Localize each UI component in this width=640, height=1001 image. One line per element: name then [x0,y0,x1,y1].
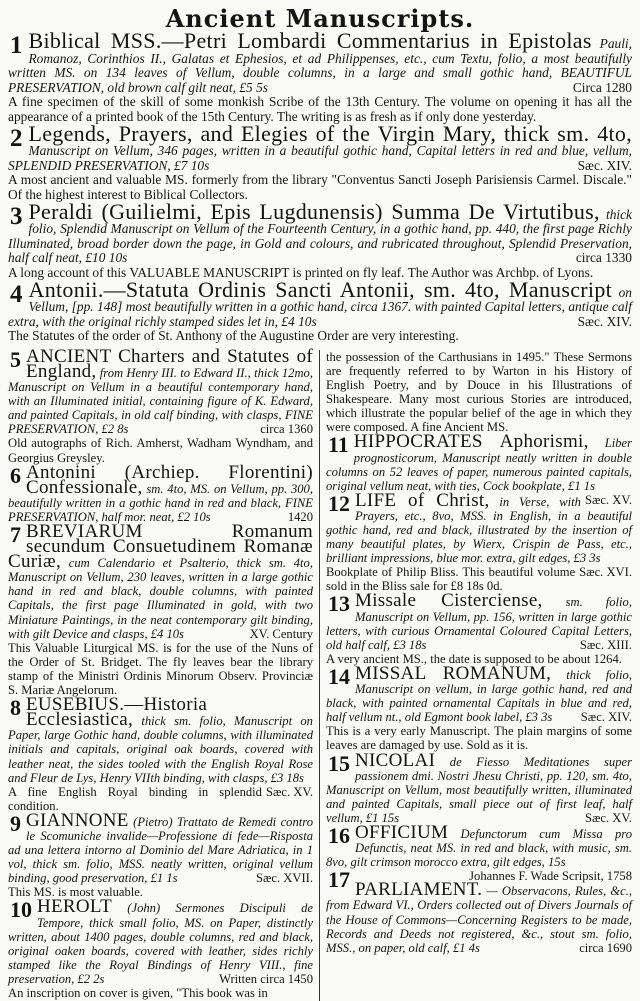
entry-title: Legends, Prayers, and Elegies of the Virgin Mary, thick sm. 4to, [28,120,632,146]
catalogue-entry-5 [8,345,313,465]
entry-date: Sæc. XV. [584,810,632,825]
entry-number: 12 [328,490,350,516]
entry-description: Defunctorum cum Missa pro Defunctis, neat MS. in red and black, with music, sm. 8vo, gilt crimson morocco extra, gilt edges, 15s [326,826,632,870]
catalogue-entry-4 [8,276,632,344]
entry-title: MISSAL ROMANUM, [355,662,552,684]
catalogue-entry-1 [8,28,632,125]
entry-number: 10 [10,897,32,923]
catalogue-entry-8 [8,694,313,813]
entry-date: Circa 1280 [572,79,632,95]
entry-date: Sæc. XIV. [580,710,632,725]
entry-description: Liber prognosticorum, Manuscript neatly written in double columns on 52 leaves of paper, numerous painted capitals, original vellum neat, with ties, Cock bookplate, £1 1s [326,436,632,493]
entry-note: This Valuable Liturgical MS. is for the use of the Nuns of the Order of St. Bridget. The fly leaves bear the library stamp of the Ministri Ordinis Minorum Observ. Provinciæ S. Mariæ Angelorum. [8,640,313,698]
entry-date: circa 1330 [575,250,632,266]
entry-note: A very ancient MS., the date is supposed to be about 1264. [326,651,622,666]
entry-date: Johannes F. Wade Scripsit, 1758 [469,869,632,884]
entry-description: Pauli, Romanoz, Corinthios II., Galatas et Ephesios, et ad Philippenses, etc., cum Textu, folio, a most beautifully written MS. on 134 leaves of Vellum, double columns, in a large and small gothic hand, BEAUTIFUL PRESERVATION, old brown calf gilt neat, £5 5s [8,36,632,95]
catalogue-entry-16 [326,821,632,884]
entry-title: Antonii.—Statuta Ordinis Sancti Antonii, sm. 4to, Manuscript [28,276,613,302]
entry-number: 13 [328,591,350,617]
entry-date: Sæc. XVI. [579,565,632,580]
entry-description: sm. folio, Manuscript on Vellum, pp. 156, written in large gothic letters, with curious Ornamental Coloured Capital Letters, old half calf, £3 18s [326,595,632,652]
entry-date: Sæc. XVII. [255,871,313,886]
entry-note: Bookplate of Philip Bliss. This beautiful volume sold in the Bliss sale for £8 18s 0d. [326,565,576,594]
entry-title: Peraldi (Guilielmi, Epis Lugdunensis) Summa De Virtutibus, [28,198,600,224]
entry-title: Missale Cisterciense, [355,590,543,612]
entry-title: LIFE of Christ, [355,489,490,511]
entry-date: 1420 [287,509,313,524]
entry-date: Sæc. XIV. [577,313,632,329]
entry-date: Sæc. XIII. [579,637,632,652]
entry-description: from Henry III. to Edward II., thick 12mo, Manuscript on Vellum in a beautiful contemporary hand, with an Illuminated initial, containing figure of K. Edward, and painted Capitals, in old calf binding, with clasps, FINE PRESERVATION, £2 8s [8,365,313,437]
entry-description: thick folio, Splendid Manuscript on Vellum of the Fourteenth Century, in a gothic hand, pp. 440, the first page Richly Illuminated, broad border down the page, in Gold and colours, and rubricated throughout, Splendid Preservation, half calf neat, £10 10s [8,206,632,266]
entry-description: cum Calendario et Psalterio, thick sm. 4to, Manuscript on Vellum, 230 leaves, written in a large gothic hand in red and black, double columns, with painted Capitals, the first page Illuminated in gold, with two Miniature Paintings, in the neat contemporary gilt binding, with gilt Device and clasps, £4 10s [8,556,313,641]
entry-note: A long account of this VALUABLE MANUSCRIPT is printed on fly leaf. The Author was Archbp. of Lyons. [8,264,594,280]
entry-note: A most ancient and valuable MS. formerly from the library "Conventus Sancti Joseph Parisiensis Carmel. Discale." Of the highest interest to Biblical Collectors. [8,172,632,202]
catalogue-entry-17 [326,867,632,955]
catalogue-entry-10 [8,896,313,1000]
continued-note: the possession of the Carthusians in 1495." These Sermons are frequently referred to by Warton in his History of English Poetry, and by Douce in his Illustrations of Shakespeare. Many most curious Stories are introduced, which illustrate the popular belief of the age in which they were composed. A fine Ancient MS. [326,349,632,435]
entry-note: This is a very early Manuscript. The plain margins of some leaves are damaged by use. Sold as it is. [326,724,632,753]
entry-date: circa 1690 [579,940,632,955]
entry-title: BREVIARUM Romanum secundum Consuetudinem Romanæ Curiæ, [8,521,313,573]
entry-date: Sæc. XV. [584,492,632,507]
entry-date: circa 1360 [260,422,313,437]
entry-number: 11 [328,432,349,458]
entry-number: 16 [328,822,350,848]
entry-number: 7 [10,522,21,547]
entry-title: PARLIAMENT. [355,879,483,901]
catalogue-entry-2 [8,120,632,203]
catalogue-entry-6 [8,461,314,524]
entry-description: Manuscript on Vellum, 346 pages, written in a beautiful gothic hand, Capital letters in red and blue, vellum, SPLENDID PRESERVATION, £7 10s [8,143,632,173]
entry-number: 8 [10,695,21,721]
entry-title: Biblical MSS.—Petri Lombardi Commentarius in Epistolas [28,28,592,53]
entry-note: An inscription on cover is given, "This book was in [8,986,268,1000]
entry-title: HIPPOCRATES Aphorismi, [353,431,589,453]
catalogue-entry-12 [326,489,632,594]
entry-description: (Pietro) Trattato de Remedi contro le Scomuniche invalide—Professione di fede—Risposta ad una lettera intorno al Dominio del Mare Adriatica, in 1 vol, thick sm. folio, MSS. neatly written, original vellum binding, good preservation, £1 1s [8,814,313,886]
entry-description: thick folio, Manuscript on vellum, in large gothic hand, red and black, with painted ornamental Capitals in blue and red, half vellum nt., old Egmont book label, £3 3s [326,667,632,725]
entry-number: 15 [328,750,350,776]
entry-description: (John) Sermones Discipuli de Tempore, thick small folio, MS. on Paper, distinctly written, about 1400 pages, double columns, red and black, original oaken boards, covered with leather, sides richly stamped like the Royal Bindings of Henry VIII., fine preservation, £2 2s [8,901,313,986]
entry-note: A fine specimen of the skill of some monkish Scribe of the 13th Century. The volume on opening it has all the appearance of a printed book of the 15th Century. The writing is as fresh as if only done yesterday. [8,94,632,124]
entry-number: 1 [10,32,23,59]
entry-title: ANCIENT Charters and Statutes of England, [26,345,313,382]
entry-description: in Verse, with Prayers, etc., 8vo, MSS. in English, in a beautiful gothic hand, red and black, illustrated by the insertion of many beautiful plates, by Wierx, Crispin de Pass, etc., brilliant impressions, blue mor. extra, gilt edges, £3 3s [326,494,632,566]
catalogue-entry-15 [326,749,632,825]
entry-number: 3 [10,202,23,230]
entry-title: OFFICIUM [355,821,449,843]
entry-title: EUSEBIUS.—Historia Ecclesiastica, [26,694,208,731]
catalogue-entry-3 [8,198,632,281]
catalogue-entry-14 [326,662,632,753]
entry-title: Antonini (Archiep. Florentini) Confessionale, [26,461,313,498]
entry-description: sm. 4to, MS. on Vellum, pp. 300, beautifully written in a gothic hand in red and black, FINE PRESERVATION, half mor. neat, £2 10s [8,481,314,524]
entry-number: 2 [10,124,23,152]
entry-date: Sæc. XV. [265,784,313,799]
entry-description: thick sm. folio, Manuscript on Paper, large Gothic hand, double columns, with illuminated initials and capitals, original oak boards, covered with leather neat, the sides tooled with the English Royal Rose and Fleur de Lys, Henry VIIth binding, with clasps, £3 18s [8,714,313,785]
entry-title: GIANNONE [26,809,129,831]
entry-note: This MS. is most valuable. [8,885,144,900]
catalogue-entry-9 [8,809,313,900]
full-width-entries [8,28,632,344]
entry-description: de Fiesso Meditationes super passionem dmi. Nostri Jhesu Christi, pp. 120, sm. 4to, Manuscript on Vellum, most beautifully written, illuminated and painted Capitals, small piece out of first leaf, half vellum, £1 15s [326,754,632,825]
entry-date: XV. Century [249,626,313,641]
entry-date: Written circa 1450 [219,971,313,986]
entry-number: 6 [10,462,21,488]
running-head: Ancient Manuscripts. [165,4,475,33]
entry-number: 4 [10,280,23,308]
two-column-listing [8,345,632,1001]
catalogue-entry-13 [326,590,632,666]
entry-number: 17 [328,867,350,893]
entry-date: Sæc. XIV. [577,157,632,173]
entry-note: Old autographs of Rich. Amherst, Wadham Wyndham, and Georgius Greysley. [8,436,313,465]
left-column [8,345,320,1001]
entry-number: 14 [328,663,350,689]
catalogue-entry-7 [8,521,313,698]
entry-description: — Observacons, Rules, &c., from Edward VI., Orders collected out of Divers Journals of the House of Commons—Concerning Registers to be made, Records and Deeds not registered, &c., stout sm. folio, MSS., on paper, old calf, £1 4s [326,884,632,955]
right-column [320,350,632,1001]
entry-title: NICOLAI [355,749,436,771]
entry-note: A fine English Royal binding in splendid condition. [8,784,262,813]
entry-title: HEROLT [37,896,112,918]
entry-number: 9 [10,810,21,836]
entry-number: 5 [10,346,21,372]
entry-description: on Vellum, [pp. 148] most beautifully written in a gothic hand, circa 1367. with painted Capital letters, antique calf extra, with the original richly stamped sides let in, £4 10s [8,284,632,329]
entry-note: The Statutes of the order of St. Anthony of the Augustine Order are very interesting. [8,328,459,344]
